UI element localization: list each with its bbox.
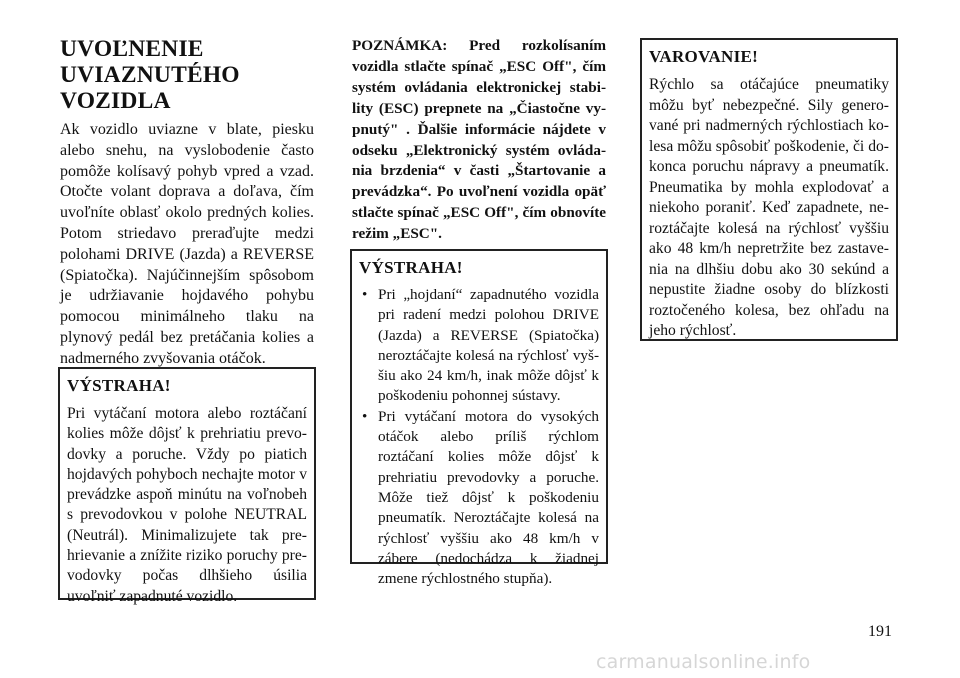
list-item xyxy=(359,407,599,590)
note-paragraph: POZNÁMKA: Pred rozkolísaním vozidla stlačte spínač „ESC Off", čím systém ovládania elektronickej stability (ESC) prepnete na „Čiastočne vypnutý" . Ďalšie informácie nájdete v odseku „Elektronický systém ovládania brzdenia“ v časti „Štartovanie a prevádzka“. Po uvoľnení vozidla opäť stlačte spínač „ESC Off", čím obnovíte režim „ESC". xyxy=(352,37,606,243)
heading-line-1: UVOĽNENIE xyxy=(60,36,204,62)
bullet-icon: • xyxy=(362,407,368,425)
heading-line-3: VOZIDLA xyxy=(60,88,171,114)
bullet-icon: • xyxy=(362,286,368,303)
heading-line-2: UVIAZNUTÉHO xyxy=(60,62,240,88)
list-item-text: Pri „hojdaní“ zapadnutého vozidla pri radení medzi polohou DRIVE (Jazda) a REVERSE (Spiatočka) neroztáčajte kolesá na rýchlosť vyššiu ako 24 km/h, inak môže dôjsť k poškodeniu pohonnej sústavy. xyxy=(378,286,599,405)
warning-title: VÝSTRAHA! xyxy=(359,258,463,277)
section-heading xyxy=(60,36,316,114)
warning-box-rocking xyxy=(350,249,608,588)
page-number: 191 xyxy=(868,623,892,640)
warning-bullet-list xyxy=(359,285,599,589)
warning-text: Pri vytáčaní motora alebo roztáčaní kolies môže dôjsť k prehriatiu prevodovky a poruche. Vždy po piatich hojdavých pohyboch nechajte motor v prevádzke aspoň minútu na voľnobeh s prevodovkou v polohe NEUTRAL (Neutrál). Minimalizujete tak prehrievanie a znížite riziko poruchy prevodovky počas dlhšieho úsilia uvoľniť zapadnuté vozidlo. xyxy=(67,405,307,605)
watermark-logo: carmanualsonline.info xyxy=(596,651,811,673)
warning-box-transmission xyxy=(58,367,316,605)
list-item xyxy=(359,285,599,407)
caution-title: VAROVANIE! xyxy=(649,47,759,66)
caution-box-tires xyxy=(640,38,898,341)
list-item-text: Pri vytáčaní motora do vysokých otáčok alebo príliš rýchlom roztáčaní kolies môže dôjsť k prehriatiu prevodovky a poruche. Môže tiež dôjsť k poškodeniu pneumatík. Neroztáčajte kolesá na rýchlosť vyššiu ako 48 km/h v zábere (nedochádza k žiadnej zmene rýchlostného stupňa). xyxy=(378,407,599,588)
caution-text: Rýchlo sa otáčajúce pneumatiky môžu byť nebezpečné. Sily generované pri nadmerných rýchlostiach kolesa môžu spôsobiť poškodenie, či dokonca poruchu nápravy a pneumatík. Pneumatika by mohla explodovať a niekoho poraniť. Keď zapadnete, neroztáčajte kolesá na rýchlosť vyššiu ako 48 km/h nepretržite bez zastavenia na dlhšiu dobu ako 30 sekúnd a nepustite žiadne osoby do blízkosti roztočeného kolesa, bez ohľadu na jeho rýchlosť. xyxy=(649,76,889,339)
warning-title: VÝSTRAHA! xyxy=(67,376,171,395)
intro-paragraph: Ak vozidlo uviazne v blate, piesku alebo snehu, na vyslobodenie často pomôže kolísavý pohyb vpred a vzad. Otočte volant doprava a doľava, čím uvoľníte oblasť okolo predných kolies. Potom striedavo preraďujte medzi polohami DRIVE (Jazda) a REVERSE (Spiatočka). Najúčinnejším spôsobom je udržiavanie hojdavého pohybu pomocou minimálneho tlaku na plynový pedál bez pretáčania kolies a nadmerného zvyšovania otáčok. xyxy=(60,121,314,367)
